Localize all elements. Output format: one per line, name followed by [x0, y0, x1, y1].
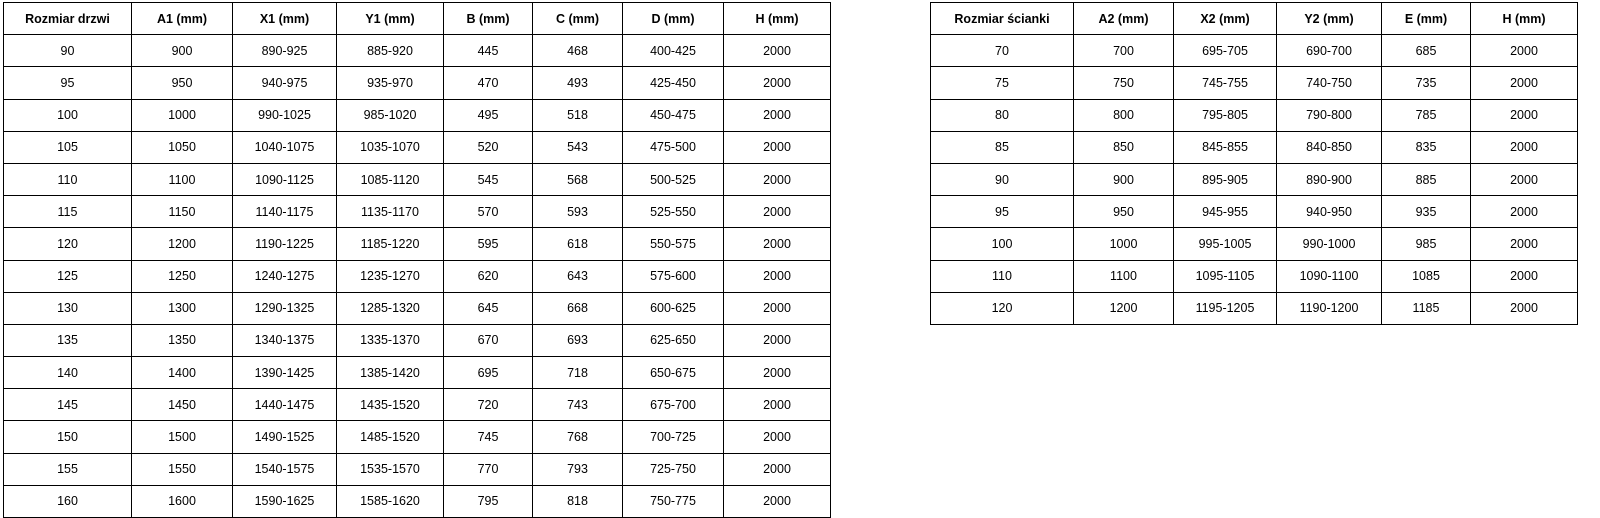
table-cell: 1585-1620 [337, 485, 444, 517]
table-cell: 1240-1275 [233, 260, 337, 292]
table-cell: 2000 [724, 228, 831, 260]
table-row [4, 453, 831, 485]
column-header-x2: X2 (mm) [1174, 3, 1277, 35]
table-cell: 990-1025 [233, 99, 337, 131]
table-cell: 518 [533, 99, 623, 131]
table-row [931, 260, 1578, 292]
table-cell: 700-725 [623, 421, 724, 453]
table-cell: 70 [931, 35, 1074, 67]
table-row [4, 389, 831, 421]
table-cell: 400-425 [623, 35, 724, 67]
table-cell: 90 [931, 163, 1074, 195]
table-cell: 768 [533, 421, 623, 453]
column-header-d: D (mm) [623, 3, 724, 35]
table-cell: 1400 [132, 357, 233, 389]
table-cell: 593 [533, 196, 623, 228]
table-cell: 845-855 [1174, 131, 1277, 163]
table-cell: 1450 [132, 389, 233, 421]
table-cell: 650-675 [623, 357, 724, 389]
table-cell: 520 [444, 131, 533, 163]
column-header-rozmiar-drzwi: Rozmiar drzwi [4, 3, 132, 35]
table-cell: 743 [533, 389, 623, 421]
table-row [4, 163, 831, 195]
table-cell: 1550 [132, 453, 233, 485]
table-cell: 445 [444, 35, 533, 67]
table-cell: 85 [931, 131, 1074, 163]
table-row [931, 67, 1578, 99]
table-cell: 685 [1382, 35, 1471, 67]
doors-dimension-table-container [3, 2, 831, 518]
table-row [931, 196, 1578, 228]
table-cell: 500-525 [623, 163, 724, 195]
table-cell: 1000 [1074, 228, 1174, 260]
table-row [931, 99, 1578, 131]
column-header-b: B (mm) [444, 3, 533, 35]
table-cell: 935 [1382, 196, 1471, 228]
table-cell: 1500 [132, 421, 233, 453]
table-cell: 2000 [724, 421, 831, 453]
table-row [4, 421, 831, 453]
table-cell: 1100 [1074, 260, 1174, 292]
column-header-y2: Y2 (mm) [1277, 3, 1382, 35]
table-cell: 1040-1075 [233, 131, 337, 163]
table-cell: 1185 [1382, 292, 1471, 324]
column-header-x1: X1 (mm) [233, 3, 337, 35]
table-cell: 120 [4, 228, 132, 260]
table-cell: 1335-1370 [337, 324, 444, 356]
table-cell: 770 [444, 453, 533, 485]
column-header-a2: A2 (mm) [1074, 3, 1174, 35]
table-cell: 95 [4, 67, 132, 99]
table-cell: 1250 [132, 260, 233, 292]
table-cell: 900 [132, 35, 233, 67]
table-cell: 2000 [724, 260, 831, 292]
table-cell: 1190-1225 [233, 228, 337, 260]
table-cell: 800 [1074, 99, 1174, 131]
table-cell: 1200 [1074, 292, 1174, 324]
table-cell: 1340-1375 [233, 324, 337, 356]
table-cell: 745 [444, 421, 533, 453]
column-header-h: H (mm) [724, 3, 831, 35]
table-row [931, 292, 1578, 324]
table-cell: 2000 [1471, 228, 1578, 260]
table-cell: 1035-1070 [337, 131, 444, 163]
table-row [4, 485, 831, 517]
table-cell: 890-900 [1277, 163, 1382, 195]
table-cell: 945-955 [1174, 196, 1277, 228]
table-cell: 745-755 [1174, 67, 1277, 99]
table-row [4, 324, 831, 356]
table-cell: 1590-1625 [233, 485, 337, 517]
table-cell: 818 [533, 485, 623, 517]
table-cell: 543 [533, 131, 623, 163]
table-cell: 2000 [724, 389, 831, 421]
table-cell: 625-650 [623, 324, 724, 356]
table-cell: 885-920 [337, 35, 444, 67]
table-cell: 718 [533, 357, 623, 389]
table-row [931, 163, 1578, 195]
table-cell: 940-975 [233, 67, 337, 99]
table-cell: 600-625 [623, 292, 724, 324]
table-cell: 1235-1270 [337, 260, 444, 292]
table-cell: 2000 [1471, 196, 1578, 228]
table-cell: 645 [444, 292, 533, 324]
table-cell: 495 [444, 99, 533, 131]
table-cell: 95 [931, 196, 1074, 228]
table-cell: 1385-1420 [337, 357, 444, 389]
table-cell: 80 [931, 99, 1074, 131]
table-cell: 795-805 [1174, 99, 1277, 131]
table-cell: 793 [533, 453, 623, 485]
table-cell: 1000 [132, 99, 233, 131]
column-header-c: C (mm) [533, 3, 623, 35]
table-cell: 895-905 [1174, 163, 1277, 195]
table-cell: 105 [4, 131, 132, 163]
table-cell: 468 [533, 35, 623, 67]
table-cell: 785 [1382, 99, 1471, 131]
table-cell: 595 [444, 228, 533, 260]
table-row [4, 260, 831, 292]
table-cell: 1195-1205 [1174, 292, 1277, 324]
table-cell: 1285-1320 [337, 292, 444, 324]
table-cell: 1150 [132, 196, 233, 228]
table-header-row [4, 3, 831, 35]
table-cell: 2000 [724, 453, 831, 485]
table-cell: 1090-1125 [233, 163, 337, 195]
table-cell: 2000 [1471, 99, 1578, 131]
table-cell: 725-750 [623, 453, 724, 485]
table-cell: 735 [1382, 67, 1471, 99]
table-cell: 130 [4, 292, 132, 324]
table-header-row [931, 3, 1578, 35]
table-cell: 790-800 [1277, 99, 1382, 131]
table-cell: 720 [444, 389, 533, 421]
table-cell: 115 [4, 196, 132, 228]
table-cell: 1440-1475 [233, 389, 337, 421]
table-cell: 1200 [132, 228, 233, 260]
doors-dimension-table [3, 2, 831, 518]
table-cell: 695-705 [1174, 35, 1277, 67]
table-row [4, 357, 831, 389]
table-cell: 2000 [724, 35, 831, 67]
table-cell: 2000 [724, 99, 831, 131]
table-cell: 155 [4, 453, 132, 485]
table-cell: 1290-1325 [233, 292, 337, 324]
table-row [4, 99, 831, 131]
table-cell: 1090-1100 [1277, 260, 1382, 292]
table-cell: 840-850 [1277, 131, 1382, 163]
table-cell: 550-575 [623, 228, 724, 260]
table-cell: 1050 [132, 131, 233, 163]
table-cell: 150 [4, 421, 132, 453]
table-cell: 750-775 [623, 485, 724, 517]
table-cell: 750 [1074, 67, 1174, 99]
table-cell: 568 [533, 163, 623, 195]
table-row [931, 228, 1578, 260]
column-header-y1: Y1 (mm) [337, 3, 444, 35]
table-row [4, 228, 831, 260]
table-cell: 690-700 [1277, 35, 1382, 67]
table-cell: 2000 [1471, 163, 1578, 195]
table-cell: 693 [533, 324, 623, 356]
table-cell: 160 [4, 485, 132, 517]
table-cell: 2000 [724, 131, 831, 163]
column-header-rozmiar-scianki: Rozmiar ścianki [931, 3, 1074, 35]
table-cell: 475-500 [623, 131, 724, 163]
table-cell: 935-970 [337, 67, 444, 99]
table-cell: 125 [4, 260, 132, 292]
table-cell: 75 [931, 67, 1074, 99]
table-cell: 2000 [1471, 260, 1578, 292]
table-cell: 2000 [724, 292, 831, 324]
table-cell: 740-750 [1277, 67, 1382, 99]
table-row [4, 196, 831, 228]
table-cell: 940-950 [1277, 196, 1382, 228]
table-cell: 1140-1175 [233, 196, 337, 228]
table-cell: 2000 [724, 485, 831, 517]
table-cell: 1435-1520 [337, 389, 444, 421]
table-cell: 110 [4, 163, 132, 195]
table-cell: 995-1005 [1174, 228, 1277, 260]
table-cell: 1135-1170 [337, 196, 444, 228]
table-cell: 450-475 [623, 99, 724, 131]
table-cell: 2000 [1471, 292, 1578, 324]
column-header-a1: A1 (mm) [132, 3, 233, 35]
table-cell: 1350 [132, 324, 233, 356]
table-row [931, 35, 1578, 67]
table-row [4, 292, 831, 324]
table-cell: 620 [444, 260, 533, 292]
table-cell: 570 [444, 196, 533, 228]
walls-dimension-table-container [930, 2, 1578, 325]
table-cell: 618 [533, 228, 623, 260]
table-cell: 1095-1105 [1174, 260, 1277, 292]
table-cell: 90 [4, 35, 132, 67]
table-cell: 985 [1382, 228, 1471, 260]
table-cell: 140 [4, 357, 132, 389]
table-cell: 835 [1382, 131, 1471, 163]
table-cell: 643 [533, 260, 623, 292]
table-cell: 900 [1074, 163, 1174, 195]
table-cell: 695 [444, 357, 533, 389]
table-cell: 675-700 [623, 389, 724, 421]
table-cell: 885 [1382, 163, 1471, 195]
table-cell: 2000 [724, 163, 831, 195]
table-row [931, 131, 1578, 163]
table-cell: 1085 [1382, 260, 1471, 292]
table-cell: 1540-1575 [233, 453, 337, 485]
table-cell: 1190-1200 [1277, 292, 1382, 324]
table-cell: 985-1020 [337, 99, 444, 131]
table-cell: 890-925 [233, 35, 337, 67]
table-cell: 1485-1520 [337, 421, 444, 453]
table-cell: 1535-1570 [337, 453, 444, 485]
table-cell: 700 [1074, 35, 1174, 67]
table-cell: 2000 [1471, 35, 1578, 67]
table-cell: 470 [444, 67, 533, 99]
table-cell: 120 [931, 292, 1074, 324]
table-cell: 1490-1525 [233, 421, 337, 453]
table-cell: 950 [1074, 196, 1174, 228]
table-cell: 145 [4, 389, 132, 421]
table-cell: 990-1000 [1277, 228, 1382, 260]
table-cell: 2000 [1471, 67, 1578, 99]
table-cell: 545 [444, 163, 533, 195]
table-cell: 2000 [1471, 131, 1578, 163]
walls-dimension-table [930, 2, 1578, 325]
table-cell: 1100 [132, 163, 233, 195]
table-cell: 1390-1425 [233, 357, 337, 389]
table-cell: 135 [4, 324, 132, 356]
table-row [4, 131, 831, 163]
table-cell: 110 [931, 260, 1074, 292]
table-cell: 1085-1120 [337, 163, 444, 195]
table-row [4, 35, 831, 67]
table-cell: 850 [1074, 131, 1174, 163]
table-cell: 493 [533, 67, 623, 99]
table-cell: 950 [132, 67, 233, 99]
table-cell: 2000 [724, 324, 831, 356]
table-cell: 668 [533, 292, 623, 324]
table-cell: 2000 [724, 196, 831, 228]
table-cell: 2000 [724, 357, 831, 389]
table-cell: 1600 [132, 485, 233, 517]
table-cell: 100 [4, 99, 132, 131]
table-cell: 670 [444, 324, 533, 356]
table-cell: 1185-1220 [337, 228, 444, 260]
column-header-e: E (mm) [1382, 3, 1471, 35]
table-cell: 100 [931, 228, 1074, 260]
table-cell: 795 [444, 485, 533, 517]
table-cell: 575-600 [623, 260, 724, 292]
table-cell: 1300 [132, 292, 233, 324]
table-row [4, 67, 831, 99]
table-cell: 525-550 [623, 196, 724, 228]
table-cell: 425-450 [623, 67, 724, 99]
table-cell: 2000 [724, 67, 831, 99]
column-header-h: H (mm) [1471, 3, 1578, 35]
